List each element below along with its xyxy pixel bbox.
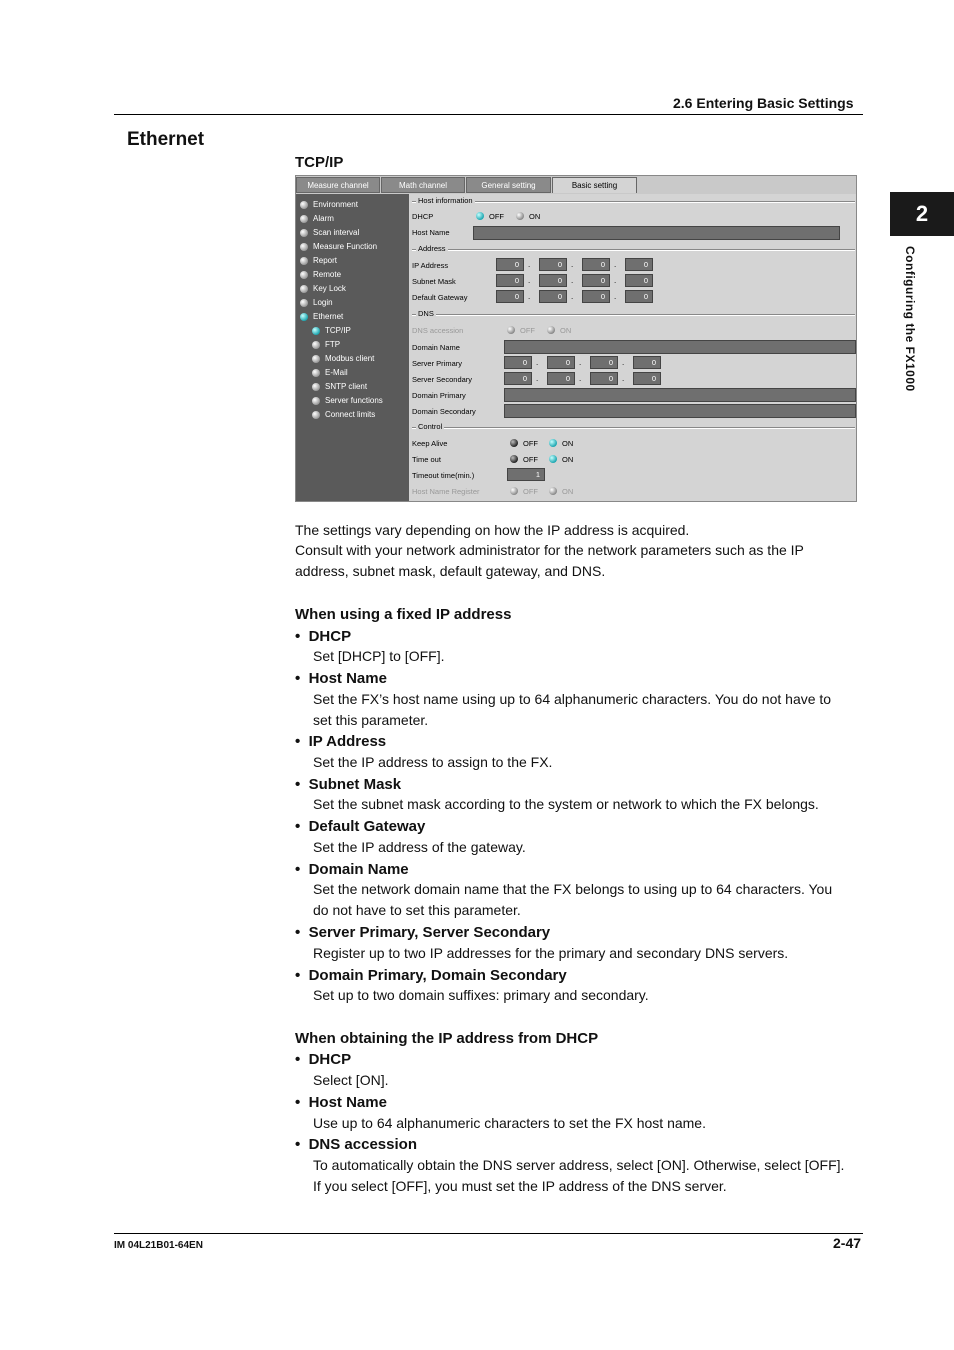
group-address: Address	[412, 249, 855, 251]
radio-icon	[312, 327, 320, 335]
item-server-primary-secondary: • Server Primary, Server Secondary	[295, 924, 551, 941]
subnet-octet-2[interactable]: 0	[539, 274, 567, 287]
ip-octet-3[interactable]: 0	[582, 258, 610, 271]
item-ip-address: • IP Address	[295, 733, 387, 750]
dns-dot: .	[536, 358, 539, 367]
intro-line: address, subnet mask, default gateway, and DNS.	[295, 563, 606, 579]
radio-icon	[300, 243, 308, 251]
gateway-dot: .	[571, 292, 574, 301]
dns-accession-off-radio[interactable]	[507, 326, 515, 334]
subnet-dot: .	[571, 276, 574, 285]
dhcp-on-radio[interactable]	[516, 212, 524, 220]
chapter-tab: 2	[890, 192, 954, 236]
ip-octet-2[interactable]: 0	[539, 258, 567, 271]
server-primary-label: Server Primary	[412, 359, 463, 368]
server-primary-octet-3[interactable]: 0	[590, 356, 618, 369]
gateway-octet-3[interactable]: 0	[582, 290, 610, 303]
tab-bar	[296, 176, 857, 194]
tab-basic-setting[interactable]: Basic setting	[552, 177, 637, 193]
item-dhcp: • DHCP	[295, 1051, 352, 1068]
keep-alive-off-radio[interactable]	[510, 439, 518, 447]
running-header: 2.6 Entering Basic Settings	[673, 95, 854, 111]
item-text: To automatically obtain the DNS server address, select [ON]. Otherwise, select [OFF].	[313, 1157, 845, 1173]
tab-measure-channel[interactable]: Measure channel	[296, 177, 380, 193]
item-domain-name: • Domain Name	[295, 861, 409, 878]
radio-icon	[300, 215, 308, 223]
nav-item-ethernet[interactable]: Ethernet	[300, 310, 343, 323]
radio-icon	[300, 313, 308, 321]
radio-icon	[312, 369, 320, 377]
server-primary-octet-1[interactable]: 0	[504, 356, 532, 369]
nav-item-scan-interval[interactable]: Scan interval	[300, 226, 359, 239]
domain-name-label: Domain Name	[412, 343, 460, 352]
ip-dot: .	[528, 260, 531, 269]
dns-accession-on-label: ON	[560, 326, 572, 335]
section-heading: Ethernet	[127, 129, 205, 150]
server-primary-octet-2[interactable]: 0	[547, 356, 575, 369]
group-host-information: Host information	[412, 201, 855, 203]
keep-alive-on-radio[interactable]	[549, 439, 557, 447]
dhcp-label: DHCP	[412, 212, 434, 221]
gateway-dot: .	[528, 292, 531, 301]
domain-secondary-field[interactable]	[504, 404, 856, 418]
server-secondary-octet-4[interactable]: 0	[633, 372, 661, 385]
item-text: Set the IP address of the gateway.	[313, 839, 526, 855]
item-text: Use up to 64 alphanumeric characters to set the FX host name.	[313, 1115, 706, 1131]
header-rule	[114, 114, 863, 115]
item-text: Set the FX’s host name using up to 64 alphanumeric characters. You do not have to	[313, 691, 832, 707]
domain-primary-field[interactable]	[504, 388, 856, 402]
ip-octet-1[interactable]: 0	[496, 258, 524, 271]
domain-primary-label: Domain Primary	[412, 391, 466, 400]
radio-icon	[300, 229, 308, 237]
time-out-on-radio[interactable]	[549, 455, 557, 463]
dns-accession-off-label: OFF	[520, 326, 535, 335]
host-name-register-on-label: ON	[562, 487, 574, 496]
footer-rule	[114, 1233, 863, 1234]
dns-dot: .	[622, 358, 625, 367]
nav-item-measure-function[interactable]: Measure Function	[300, 240, 377, 253]
host-name-register-label: Host Name Register	[412, 487, 480, 496]
subnet-octet-1[interactable]: 0	[496, 274, 524, 287]
tab-general-setting[interactable]: General setting	[466, 177, 551, 193]
nav-item-modbus-client[interactable]: Modbus client	[312, 352, 374, 365]
nav-item-ftp[interactable]: FTP	[312, 338, 340, 351]
item-text: set this parameter.	[313, 712, 429, 728]
timeout-time-label: Timeout time(min.)	[412, 471, 475, 480]
nav-item-server-functions[interactable]: Server functions	[312, 394, 383, 407]
host-name-register-off-label: OFF	[523, 487, 538, 496]
group-dns: DNS	[412, 314, 855, 316]
keep-alive-on-label: ON	[562, 439, 574, 448]
server-primary-octet-4[interactable]: 0	[633, 356, 661, 369]
time-out-off-radio[interactable]	[510, 455, 518, 463]
time-out-on-label: ON	[562, 455, 574, 464]
document-number: IM 04L21B01-64EN	[114, 1240, 203, 1251]
settings-panel	[409, 194, 857, 502]
item-text: Set the subnet mask according to the system or network to which the FX belongs.	[313, 796, 819, 812]
keep-alive-off-label: OFF	[523, 439, 538, 448]
nav-item-login[interactable]: Login	[300, 296, 333, 309]
radio-icon	[312, 383, 320, 391]
host-name-label: Host Name	[412, 228, 450, 237]
time-out-off-label: OFF	[523, 455, 538, 464]
radio-icon	[300, 299, 308, 307]
subnet-octet-3[interactable]: 0	[582, 274, 610, 287]
nav-item-sntp-client[interactable]: SNTP client	[312, 380, 367, 393]
host-name-field[interactable]	[473, 226, 840, 240]
page-number: 2-47	[833, 1235, 862, 1251]
ip-dot: .	[614, 260, 617, 269]
subnet-dot: .	[614, 276, 617, 285]
domain-name-field[interactable]	[504, 340, 856, 354]
dhcp-off-label: OFF	[489, 212, 504, 221]
dns-accession-on-radio[interactable]	[547, 326, 555, 334]
dns-dot: .	[622, 374, 625, 383]
gateway-dot: .	[614, 292, 617, 301]
subnet-octet-4[interactable]: 0	[625, 274, 653, 287]
item-text: Select [ON].	[313, 1072, 389, 1088]
subnet-dot: .	[528, 276, 531, 285]
tab-math-channel[interactable]: Math channel	[381, 177, 465, 193]
item-host-name: • Host Name	[295, 1094, 387, 1111]
fixed-ip-heading: When using a fixed IP address	[295, 606, 512, 623]
radio-icon	[312, 397, 320, 405]
ip-address-label: IP Address	[412, 261, 449, 270]
default-gateway-label: Default Gateway	[412, 293, 468, 302]
timeout-time-field[interactable]: 1	[507, 468, 545, 481]
nav-item-tcpip[interactable]: TCP/IP	[312, 324, 351, 337]
keep-alive-label: Keep Alive	[412, 439, 448, 448]
item-text: Set the network domain name that the FX belongs to using up to 64 characters. You	[313, 881, 833, 897]
subsection-heading: TCP/IP	[295, 154, 344, 171]
settings-nav	[296, 194, 409, 502]
item-text: Set up to two domain suffixes: primary and secondary.	[313, 987, 649, 1003]
time-out-label: Time out	[412, 455, 441, 464]
item-text: do not have to set this parameter.	[313, 902, 521, 918]
radio-icon	[300, 285, 308, 293]
chapter-title: Configuring the FX1000	[903, 246, 917, 392]
radio-icon	[300, 257, 308, 265]
item-domain-primary-secondary: • Domain Primary, Domain Secondary	[295, 967, 567, 984]
item-text: Set the IP address to assign to the FX.	[313, 754, 553, 770]
intro-line: Consult with your network administrator for the network parameters such as the IP	[295, 542, 804, 558]
radio-icon	[312, 341, 320, 349]
item-default-gateway: • Default Gateway	[295, 818, 426, 835]
nav-item-environment[interactable]: Environment	[300, 198, 358, 211]
radio-icon	[312, 355, 320, 363]
dns-dot: .	[579, 358, 582, 367]
dns-dot: .	[579, 374, 582, 383]
item-text: If you select [OFF], you must set the IP address of the DNS server.	[313, 1178, 727, 1194]
item-text: Register up to two IP addresses for the primary and secondary DNS servers.	[313, 945, 789, 961]
item-subnet-mask: • Subnet Mask	[295, 776, 402, 793]
dhcp-off-radio[interactable]	[476, 212, 484, 220]
nav-item-alarm[interactable]: Alarm	[300, 212, 334, 225]
gateway-octet-1[interactable]: 0	[496, 290, 524, 303]
group-control: Control	[412, 427, 855, 429]
item-dns-accession: • DNS accession	[295, 1136, 417, 1153]
settings-screenshot	[295, 175, 857, 502]
host-name-register-on-radio[interactable]	[549, 487, 557, 495]
gateway-octet-2[interactable]: 0	[539, 290, 567, 303]
intro-line: The settings vary depending on how the IP address is acquired.	[295, 522, 690, 538]
server-secondary-octet-3[interactable]: 0	[590, 372, 618, 385]
item-host-name: • Host Name	[295, 670, 387, 687]
dhcp-on-label: ON	[529, 212, 541, 221]
dns-dot: .	[536, 374, 539, 383]
item-text: Set [DHCP] to [OFF].	[313, 648, 445, 664]
nav-item-report[interactable]: Report	[300, 254, 337, 267]
domain-secondary-label: Domain Secondary	[412, 407, 476, 416]
radio-icon	[312, 411, 320, 419]
server-secondary-octet-2[interactable]: 0	[547, 372, 575, 385]
nav-item-email[interactable]: E-Mail	[312, 366, 348, 379]
nav-item-connect-limits[interactable]: Connect limits	[312, 408, 375, 421]
server-secondary-label: Server Secondary	[412, 375, 473, 384]
server-secondary-octet-1[interactable]: 0	[504, 372, 532, 385]
radio-icon	[300, 201, 308, 209]
nav-item-remote[interactable]: Remote	[300, 268, 341, 281]
host-name-register-off-radio[interactable]	[510, 487, 518, 495]
ip-octet-4[interactable]: 0	[625, 258, 653, 271]
ip-dot: .	[571, 260, 574, 269]
subnet-mask-label: Subnet Mask	[412, 277, 456, 286]
radio-icon	[300, 271, 308, 279]
dhcp-heading: When obtaining the IP address from DHCP	[295, 1030, 599, 1047]
item-dhcp: • DHCP	[295, 628, 352, 645]
dns-accession-label: DNS accession	[412, 326, 464, 335]
gateway-octet-4[interactable]: 0	[625, 290, 653, 303]
nav-item-key-lock[interactable]: Key Lock	[300, 282, 346, 295]
